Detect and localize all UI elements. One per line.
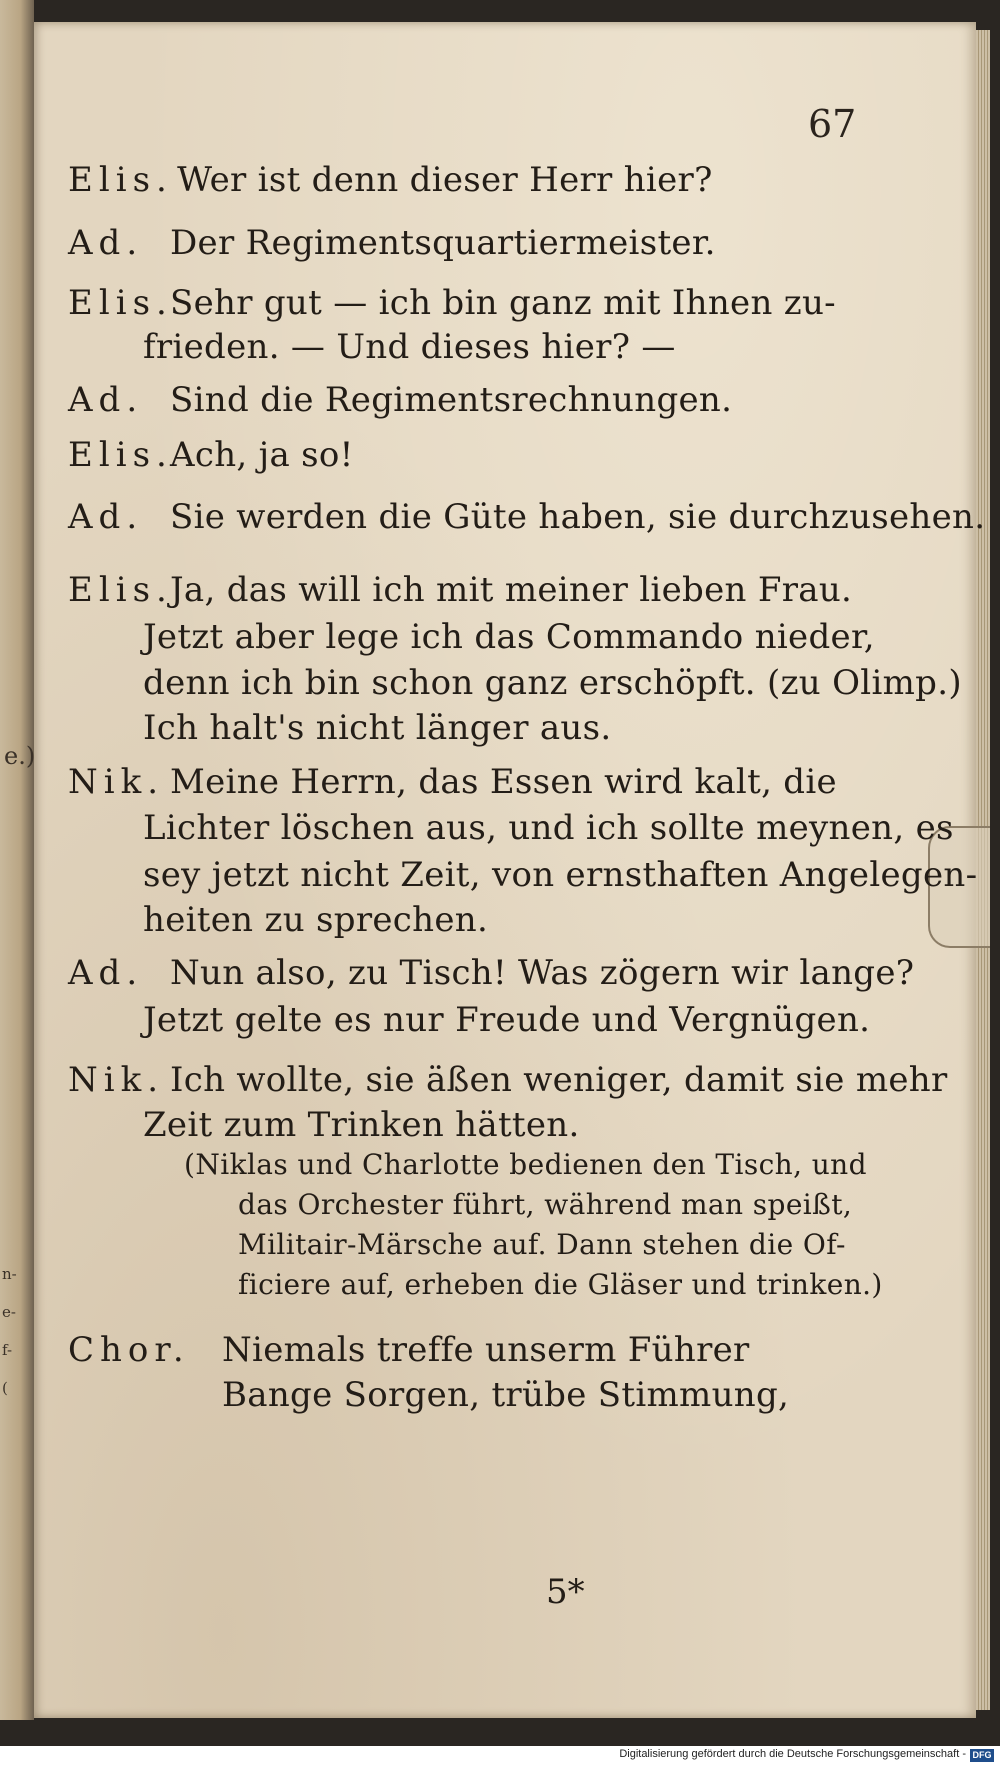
footer-bar: [0, 1746, 1000, 1766]
neighbor-mark: f-: [2, 1341, 13, 1359]
speaker-name: Ad.: [68, 380, 144, 420]
line-text: Sehr gut — ich bin ganz mit Ihnen zu-: [170, 283, 836, 323]
line-text: sey jetzt nicht Zeit, von ernsthaften Angelegen-: [143, 855, 978, 895]
speaker-name: Chor.: [68, 1330, 190, 1370]
line-text: Niemals treffe unserm Führer: [222, 1330, 750, 1370]
dialogue-line: [68, 160, 713, 200]
line-text: Jetzt aber lege ich das Commando nieder,: [143, 617, 875, 657]
line-text: Sie werden die Güte haben, sie durchzusehen.: [170, 497, 986, 537]
line-text: Sind die Regimentsrechnungen.: [170, 380, 733, 420]
speaker-name: Nik.: [68, 762, 165, 802]
speaker-name: Ad.: [68, 953, 144, 993]
line-text: Nun also, zu Tisch! Was zögern wir lange?: [170, 953, 915, 993]
neighbor-page-fragment: e.): [4, 742, 36, 770]
dfg-logo: DFG: [970, 1749, 994, 1762]
speaker-name: Ad.: [68, 497, 144, 537]
footer-credit: Digitalisierung gefördert durch die Deutsche Forschungsgemeinschaft -: [619, 1748, 966, 1760]
speaker-name: Ad.: [68, 223, 144, 263]
speaker-name: Elis.: [68, 283, 173, 323]
line-text: Wer ist denn dieser Herr hier?: [177, 160, 713, 200]
neighbor-mark: (: [2, 1379, 8, 1397]
line-text: Ich wollte, sie äßen weniger, damit sie mehr: [170, 1060, 948, 1100]
line-text: Lichter löschen aus, und ich sollte meynen, es: [143, 808, 954, 848]
neighbor-mark: e-: [2, 1303, 16, 1321]
line-text: frieden. — Und dieses hier? —: [143, 327, 676, 367]
line-text: ficiere auf, erheben die Gläser und trinken.): [238, 1268, 883, 1301]
line-text: Ja, das will ich mit meiner lieben Frau.: [170, 570, 853, 610]
line-text: Jetzt gelte es nur Freude und Vergnügen.: [143, 1000, 871, 1040]
neighbor-mark: n-: [2, 1265, 17, 1283]
page-number: 67: [808, 102, 857, 146]
line-text: Meine Herrn, das Essen wird kalt, die: [170, 762, 837, 802]
speaker-name: Elis.: [68, 435, 173, 475]
speaker-name: Elis.: [68, 160, 173, 200]
line-text: (Niklas und Charlotte bedienen den Tisch, und: [184, 1148, 867, 1181]
line-text: Ach, ja so!: [170, 435, 354, 475]
line-text: heiten zu sprechen.: [143, 900, 489, 940]
line-text: Zeit zum Trinken hätten.: [143, 1105, 580, 1145]
speaker-name: Elis.: [68, 570, 173, 610]
speaker-name: Nik.: [68, 1060, 165, 1100]
line-text: denn ich bin schon ganz erschöpft. (zu Olimp.): [143, 663, 962, 703]
line-text: das Orchester führt, während man speißt,: [238, 1188, 853, 1221]
line-text: Bange Sorgen, trübe Stimmung,: [222, 1375, 790, 1415]
signature-mark: 5*: [546, 1572, 585, 1612]
book-spine-shadow: [0, 0, 34, 1720]
line-text: Ich halt's nicht länger aus.: [143, 708, 612, 748]
neighbor-page-marks: [2, 1255, 30, 1407]
line-text: Militair-Märsche auf. Dann stehen die Of-: [238, 1228, 846, 1261]
line-text: Der Regimentsquartiermeister.: [170, 223, 716, 263]
